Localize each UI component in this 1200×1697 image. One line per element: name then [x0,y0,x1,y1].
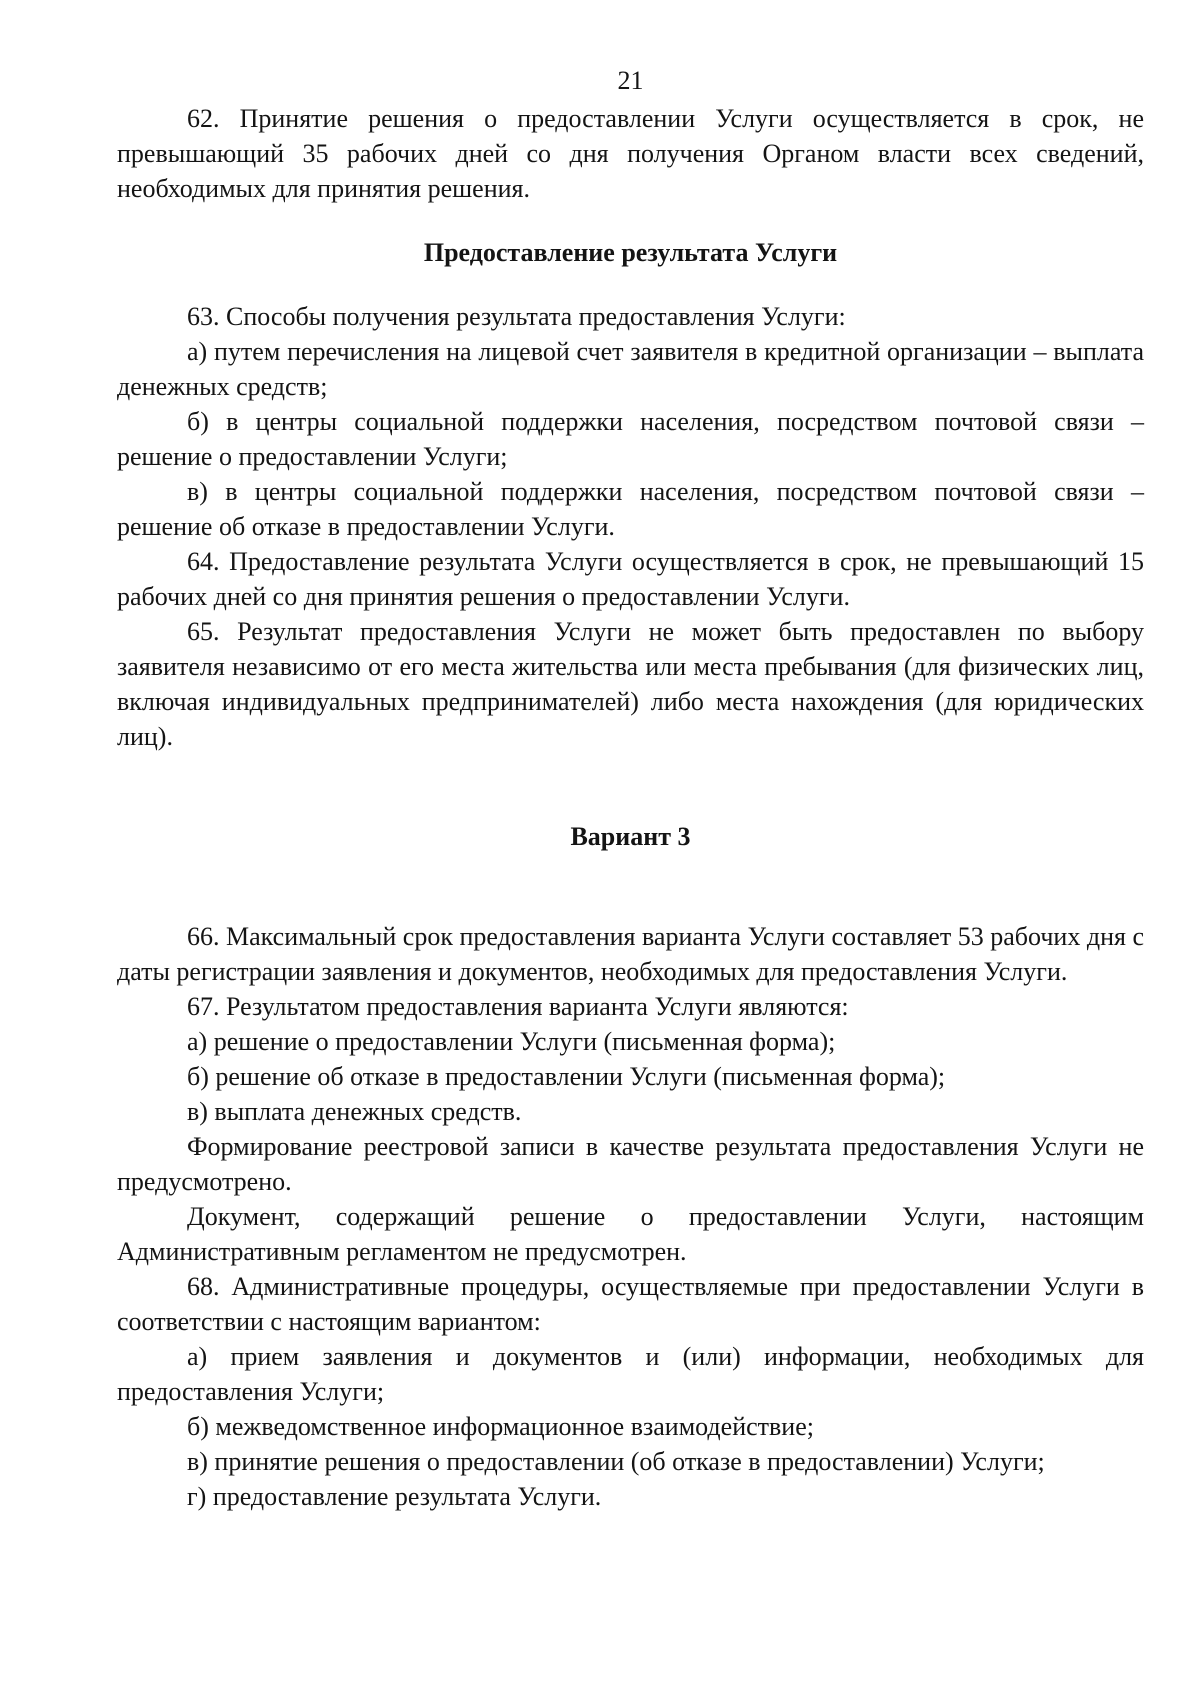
paragraph-68: 68. Административные процедуры, осуществляемые при предоставлении Услуги в соответствии с настоящим вариантом: [117,1272,1144,1336]
paragraph-67: 67. Результатом предоставления варианта Услуги являются: [187,992,849,1021]
list-item-68a: а) прием заявления и документов и (или) информации, необходимых для предоставления Услуги; [117,1342,1144,1406]
list-item-68b: б) межведомственное информационное взаимодействие; [187,1412,814,1441]
paragraph-66: 66. Максимальный срок предоставления варианта Услуги составляет 53 рабочих дня с даты регистрации заявления и документов, необходимых для предоставления Услуги. [117,922,1144,986]
paragraph-document-note: Документ, содержащий решение о предоставлении Услуги, настоящим Административным регламентом не предусмотрен. [117,1202,1144,1266]
list-item-68c: в) принятие решения о предоставлении (об отказе в предоставлении) Услуги; [187,1447,1045,1476]
list-item-63b: б) в центры социальной поддержки населения, посредством почтовой связи – решение о предоставлении Услуги; [117,407,1144,471]
section-heading-result: Предоставление результата Услуги [423,238,838,267]
list-item-67a: а) решение о предоставлении Услуги (письменная форма); [187,1027,836,1056]
list-item-67c: в) выплата денежных средств. [187,1097,522,1126]
list-item-63c: в) в центры социальной поддержки населения, посредством почтовой связи – решение об отказе в предоставлении Услуги. [117,477,1144,541]
section-heading-variant-3: Вариант 3 [570,822,691,851]
paragraph-65: 65. Результат предоставления Услуги не может быть предоставлен по выбору заявителя независимо от его места жительства или места пребывания (для физических лиц, включая индивидуальных предпринимателей) либо места нахождения (для юридических лиц). [117,617,1144,751]
document-page [117,66,1144,1514]
paragraph-62: 62. Принятие решения о предоставлении Услуги осуществляется в срок, не превышающий 35 рабочих дней со дня получения Органом власти всех сведений, необходимых для принятия решения. [117,104,1144,203]
list-item-63a: а) путем перечисления на лицевой счет заявителя в кредитной организации – выплата денежных средств; [117,337,1144,401]
page-number: 21 [617,66,644,95]
paragraph-64: 64. Предоставление результата Услуги осуществляется в срок, не превышающий 15 рабочих дней со дня принятия решения о предоставлении Услуги. [117,547,1144,611]
list-item-68d: г) предоставление результата Услуги. [187,1482,602,1511]
paragraph-63: 63. Способы получения результата предоставления Услуги: [187,302,846,331]
paragraph-registry-note: Формирование реестровой записи в качестве результата предоставления Услуги не предусмотрено. [117,1132,1144,1196]
list-item-67b: б) решение об отказе в предоставлении Услуги (письменная форма); [187,1062,946,1091]
